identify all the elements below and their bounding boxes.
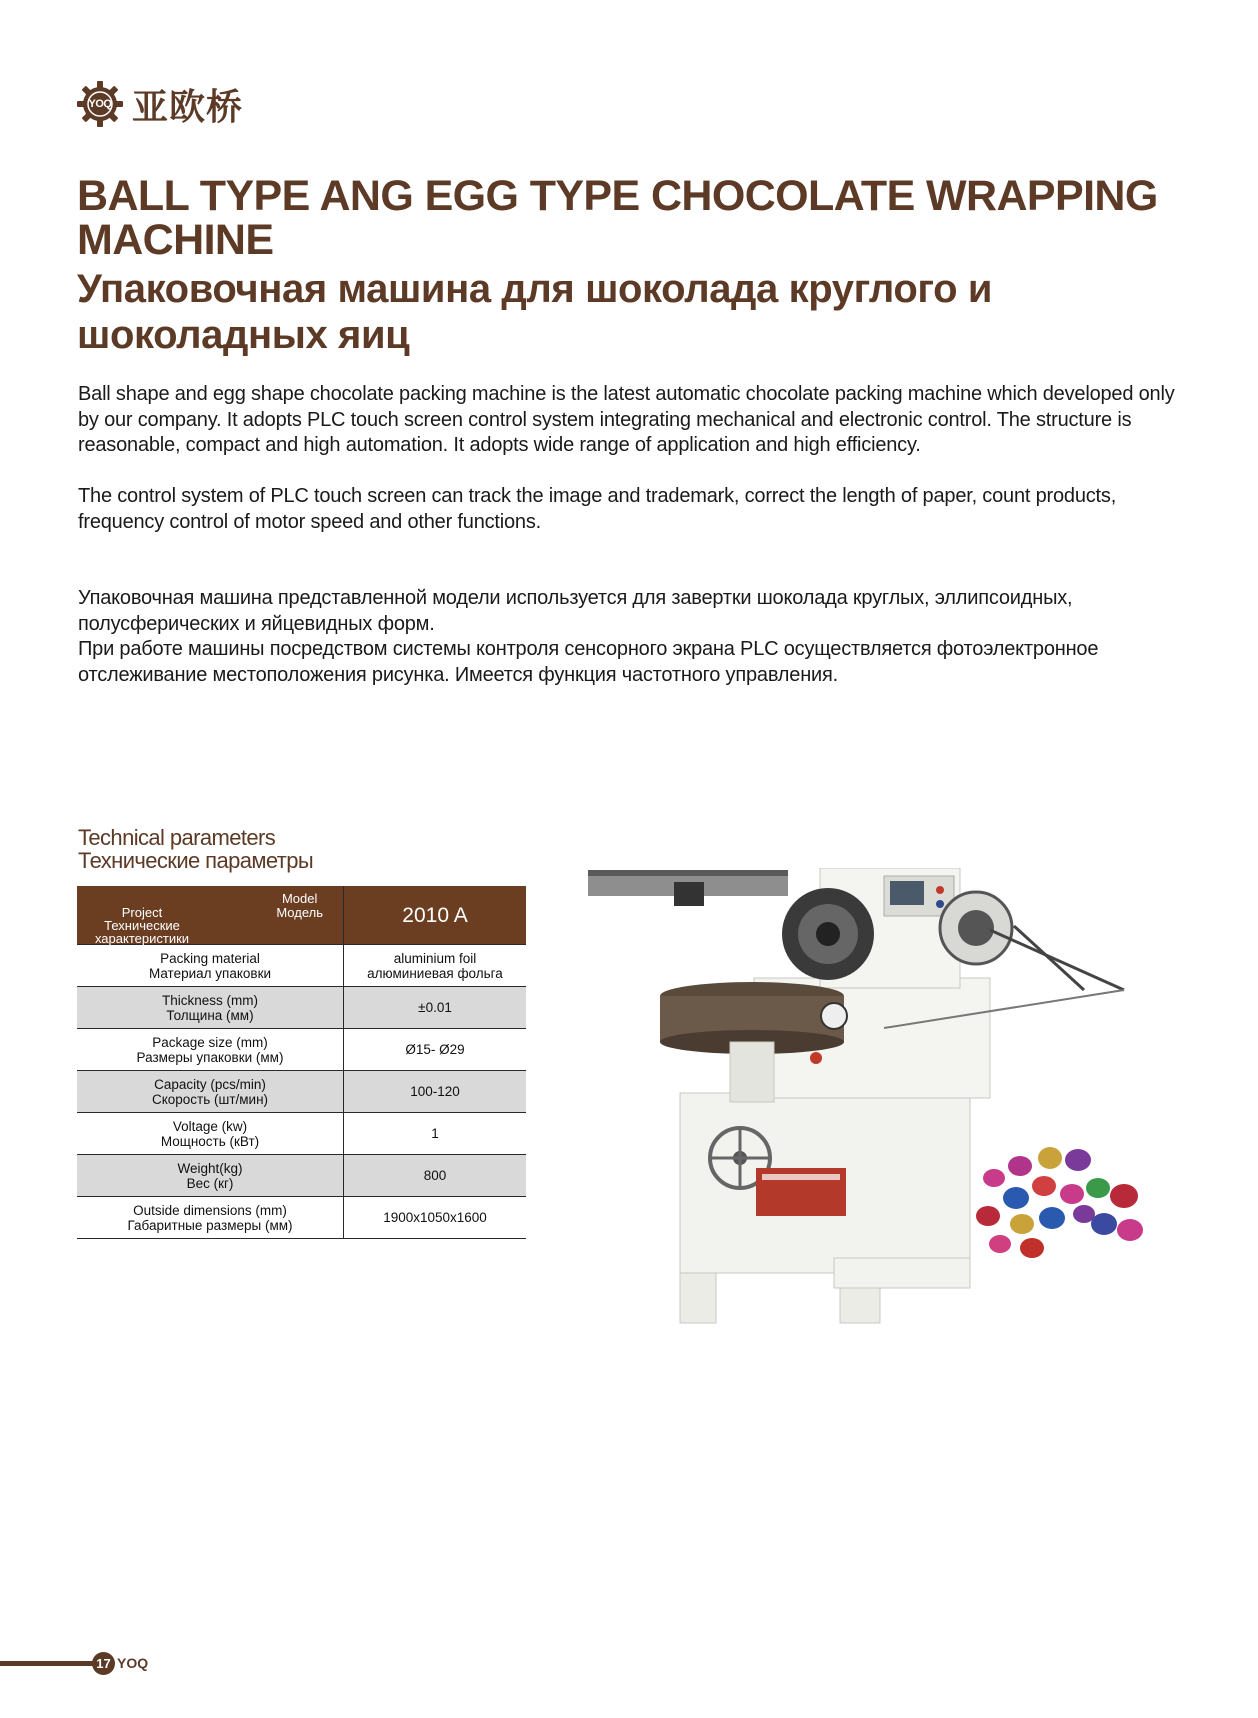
description-en-2: The control system of PLC touch screen can track the image and trademark, correct the length of paper, count products, frequency control of motor speed and other functions. (78, 485, 1117, 533)
tech-params-heading (78, 826, 313, 872)
spec-row (77, 1113, 526, 1155)
spec-row-label (77, 1071, 344, 1113)
description-ru-2: При работе машины посредством системы контроля сенсорного экрана PLC осуществляется фотоэлектронное отслеживание местоположения рисунка. Имеется функция частотного управления. (78, 638, 1099, 686)
description-en-1: Ball shape and egg shape chocolate packing machine is the latest automatic chocolate packing machine which developed only by our company. It adopts PLC touch screen control system integrating mechanical and electronic control. The structure is reasonable, compact and high automation. It adopts wide range of application and high efficiency. (78, 383, 1175, 456)
spec-row-value: 1 (344, 1113, 527, 1155)
spec-header-model (276, 892, 323, 920)
spec-label-en: Package size (mm) (152, 1034, 268, 1050)
spec-label-ru: Вес (кг) (186, 1175, 234, 1191)
spec-label-ru: Мощность (кВт) (160, 1133, 260, 1149)
spec-value-ru: алюминиевая фольга (367, 965, 503, 981)
footer-brand: YOQ (117, 1655, 149, 1671)
page-number: 17 (92, 1652, 115, 1675)
logo-badge-text: YOQ (88, 98, 112, 110)
spec-row (77, 1071, 526, 1113)
spec-row-value: 1900x1050x1600 (344, 1197, 527, 1239)
footer-rule (0, 1661, 94, 1666)
description-ru-1: Упаковочная машина представленной модели используется для завертки шоколада круглых, эллипсоидных, полусферических и яйцевидных форм. (78, 587, 1073, 635)
logo-chinese-name: 亚欧桥 (132, 86, 244, 128)
spec-row-value: 800 (344, 1155, 527, 1197)
gear-logo-icon (76, 80, 124, 128)
machine-photo (584, 868, 1204, 1338)
page-title-ru: Упаковочная машина для шоколада круглого и шоколадных яиц (77, 267, 993, 357)
spec-label-en: Weight(kg) (177, 1160, 243, 1176)
spec-row-label (77, 987, 344, 1029)
spec-header-project (87, 906, 197, 945)
spec-row-label (77, 1113, 344, 1155)
spec-label-en: Outside dimensions (mm) (133, 1202, 287, 1218)
spec-label-en: Packing material (160, 950, 260, 966)
spec-row (77, 1029, 526, 1071)
spec-label-en: Voltage (kw) (172, 1118, 248, 1134)
wrapped-chocolates-illustration (976, 1147, 1143, 1258)
spec-header-label-cell (77, 886, 344, 945)
spec-table (77, 886, 526, 1239)
tech-params-heading-ru: Технические параметры (78, 848, 314, 873)
spec-row-label (77, 1029, 344, 1071)
spec-row-label (77, 1197, 344, 1239)
spec-row (77, 1155, 526, 1197)
spec-header-model-ru: Модель (276, 905, 323, 920)
spec-label-ru: Толщина (мм) (166, 1007, 254, 1023)
brand-logo (76, 78, 243, 130)
spec-row-value: Ø15- Ø29 (344, 1029, 527, 1071)
spec-header-model-value: 2010 A (344, 886, 527, 945)
spec-row-label (77, 945, 344, 987)
spec-label-ru: Скорость (шт/мин) (151, 1091, 269, 1107)
page-title-en: BALL TYPE ANG EGG TYPE CHOCOLATE WRAPPING MACHINE (77, 172, 1158, 264)
spec-value-en: aluminium foil (393, 950, 477, 966)
spec-label-en: Thickness (mm) (161, 992, 258, 1008)
spec-label-ru: Габаритные размеры (мм) (127, 1217, 293, 1233)
spec-header-project-ru: Технические характеристики (94, 918, 190, 946)
spec-header-model-en: Model (281, 891, 318, 906)
spec-label-en: Capacity (pcs/min) (154, 1076, 266, 1092)
spec-label-ru: Размеры упаковки (мм) (136, 1049, 284, 1065)
spec-row-label (77, 1155, 344, 1197)
spec-row (77, 945, 526, 987)
spec-header-project-en: Project (121, 905, 163, 920)
machine-illustration (588, 868, 1124, 1323)
spec-row-value (344, 945, 527, 987)
tech-params-heading-en: Technical parameters (78, 825, 276, 850)
spec-row (77, 1197, 526, 1239)
spec-row-value: ±0.01 (344, 987, 527, 1029)
spec-table-header (77, 886, 526, 945)
spec-row (77, 987, 526, 1029)
spec-row-value: 100-120 (344, 1071, 527, 1113)
spec-label-ru: Материал упаковки (148, 965, 272, 981)
